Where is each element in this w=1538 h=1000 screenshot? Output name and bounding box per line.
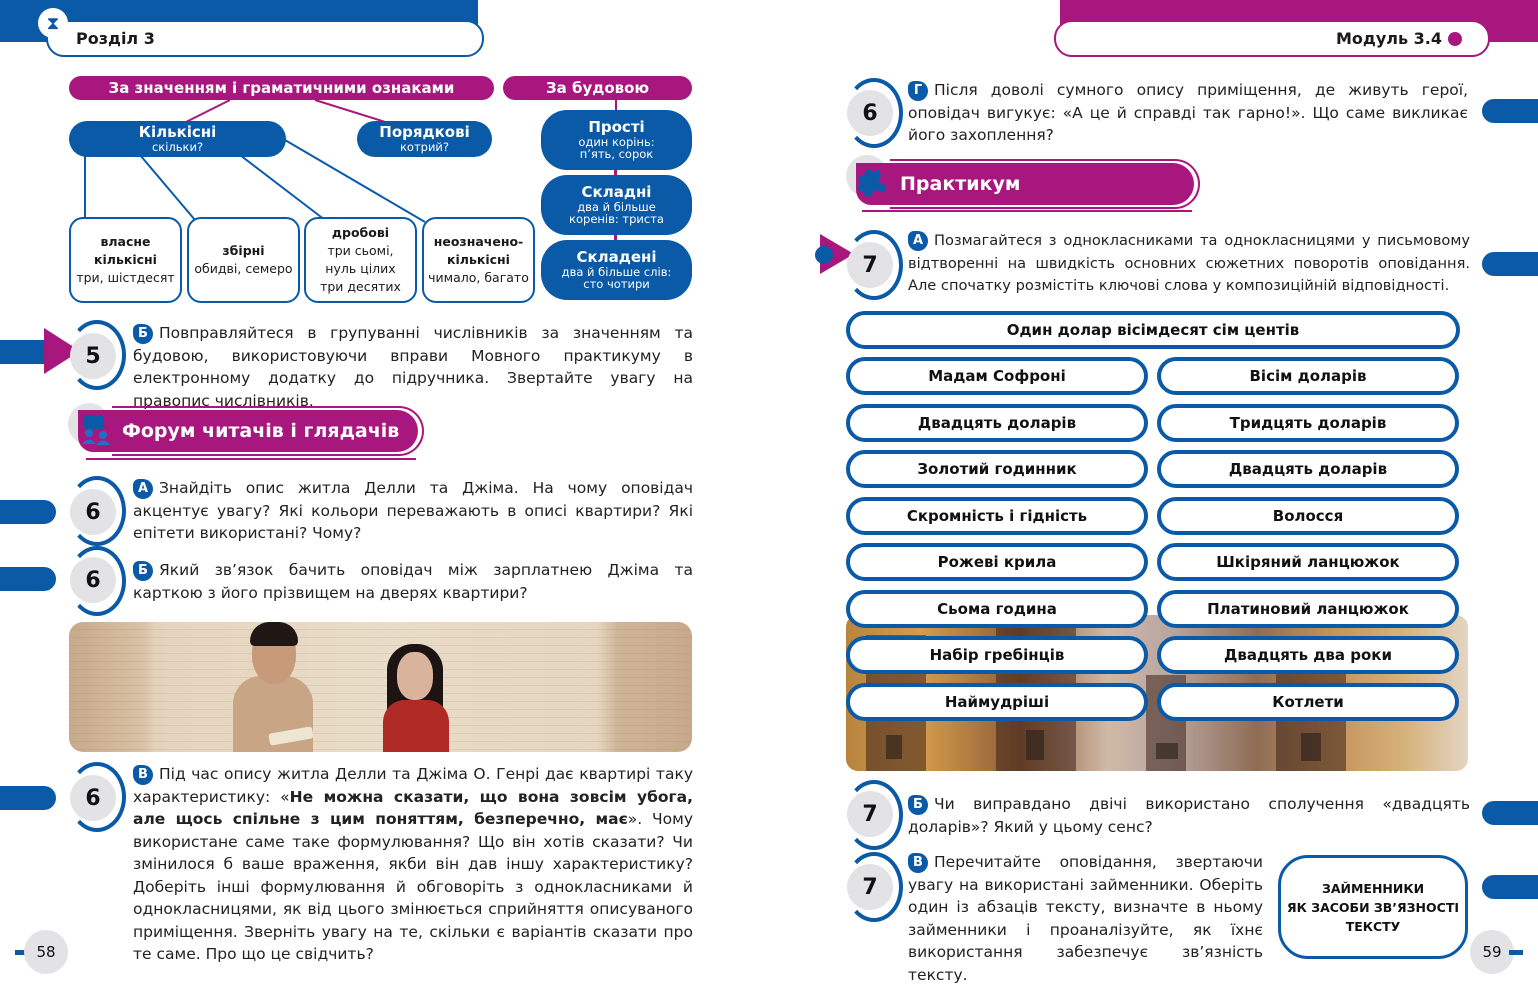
task-number: 6 bbox=[847, 90, 893, 136]
keyword-pill[interactable]: Тридцять доларів bbox=[1157, 404, 1459, 442]
task-7b bbox=[908, 793, 1470, 838]
cardinal-type-collective bbox=[187, 217, 300, 303]
cardinal-type-examples: чимало, багато bbox=[428, 270, 529, 286]
task-text: Позмагайтеся з однокласниками та однокласницями у письмовому відтворенні на швидкість основних сюжетних поворотів оповідання. Але спочатку розмістіть ключові слова у композиційній відповідності. bbox=[908, 232, 1470, 294]
task-6v bbox=[133, 763, 693, 966]
task-number: 7 bbox=[847, 242, 893, 288]
module-title: Модуль 3.4 bbox=[1335, 29, 1442, 48]
structure-complex bbox=[541, 175, 692, 235]
task-letter: Б bbox=[133, 561, 153, 581]
keyword-pill[interactable]: Платиновий ланцюжок bbox=[1157, 590, 1459, 628]
illustration-della-jim bbox=[69, 622, 692, 752]
cardinal-question: скільки? bbox=[151, 139, 204, 154]
cardinal-type-title: неозначено-кількісні bbox=[433, 233, 524, 267]
ordinal-question: котрий? bbox=[399, 139, 450, 154]
concept-line: ТЕКСТУ bbox=[1345, 918, 1401, 934]
keyword-pill[interactable]: Наймудріші bbox=[846, 683, 1148, 721]
structure-desc: два й більше коренів: триста bbox=[569, 199, 664, 226]
cardinal-type-fractional bbox=[304, 217, 417, 303]
keyword-pill[interactable]: Шкіряний ланцюжок bbox=[1157, 543, 1459, 581]
task-letter: В bbox=[133, 765, 153, 785]
structure-title: Складні bbox=[581, 183, 652, 202]
structure-simple bbox=[541, 110, 692, 170]
task-text: Повправляйтеся в групуванні числівників за значенням та будовою, використовуючи вправи Мовного практикуму в електронному додатку до підручника. Звертайте увагу на правопис числівників. bbox=[133, 324, 693, 410]
page-dash bbox=[1509, 950, 1523, 955]
concept-line: ЗАЙМЕННИКИ bbox=[1321, 880, 1425, 896]
module-header bbox=[1054, 20, 1490, 57]
diagram-header-structure: За будовою bbox=[503, 76, 692, 100]
ordinal-title: Порядкові bbox=[379, 123, 470, 142]
keyword-pill[interactable]: Двадцять доларів bbox=[846, 404, 1148, 442]
side-tab bbox=[1482, 801, 1538, 825]
keyword-pill[interactable]: Двадцять доларів bbox=[1157, 450, 1459, 488]
cardinal-type-title: дробові bbox=[331, 224, 390, 240]
cardinal-title: Кількісні bbox=[138, 123, 217, 142]
side-tab bbox=[1482, 252, 1538, 276]
keyword-pill[interactable]: Сьома година bbox=[846, 590, 1148, 628]
task-6g bbox=[908, 79, 1468, 147]
keyword-pill[interactable]: Мадам Софроні bbox=[846, 357, 1148, 395]
structure-title: Прості bbox=[588, 118, 645, 137]
task-text-after: ». Чому використане саме таке формулювання? Що він хотів сказати? Чи змінилося б ваше враження, якби він дав іншу характеристику? Доберіть інші формулювання й обговоріть з однокласниками й однокласницями, як від цього змінюється сприйняття описуваного приміщення. Зверніть увагу на те, скільки є варіантів сказати про те саме. Про що це свідчить? bbox=[133, 810, 693, 963]
task-letter: А bbox=[908, 231, 928, 251]
cardinal-type-examples: три сьомі, нуль цілих три десятих bbox=[320, 242, 401, 295]
task-number: 5 bbox=[70, 333, 116, 379]
task-letter: В bbox=[908, 853, 928, 873]
task-letter: Б bbox=[133, 324, 153, 344]
forum-section-title: Форум читачів і глядачів bbox=[122, 420, 400, 442]
section-underline bbox=[862, 210, 1192, 212]
woman-head bbox=[397, 652, 433, 700]
keyword-pill[interactable]: Золотий годинник bbox=[846, 450, 1148, 488]
task-text: Який зв’язок бачить оповідач між зарплатнею Джіма та карткою з його прізвищем на дверях квартири? bbox=[133, 561, 693, 602]
cardinal-type-title: власне кількісні bbox=[94, 233, 157, 267]
task-text: Знайдіть опис житла Делли та Джіма. На чому оповідач акцентує увагу? Які кольори переважають в описі квартири? Які епітети використані? Чому? bbox=[133, 479, 693, 542]
task-5b bbox=[133, 322, 693, 412]
cardinal-type-proper bbox=[69, 217, 182, 303]
task-text-before: Під час опису житла Делли та Джіма О. Генрі дає квартирі таку характеристику: « bbox=[133, 765, 693, 806]
side-tab bbox=[1482, 875, 1538, 899]
task-text: Після доволі сумного опису приміщення, де живуть герої, оповідач вигукує: «А це й справді так гарно!». Що саме викликає його захоплення? bbox=[908, 81, 1468, 144]
window bbox=[886, 735, 902, 759]
keyword-pill[interactable]: Волосся bbox=[1157, 497, 1459, 535]
keyword-pill[interactable]: Котлети bbox=[1157, 683, 1459, 721]
task-7a bbox=[908, 230, 1470, 298]
task-text: Чи виправдано двічі використано сполучення «двадцять доларів»? Який у цьому сенс? bbox=[908, 795, 1470, 836]
structure-title: Складені bbox=[576, 248, 657, 267]
cardinal-node bbox=[69, 121, 286, 157]
paper-texture bbox=[69, 622, 692, 752]
man-hair bbox=[250, 622, 298, 646]
chapter-title: Розділ 3 bbox=[76, 29, 155, 48]
page-number-right: 59 bbox=[1470, 930, 1514, 974]
task-number: 6 bbox=[70, 557, 116, 603]
window bbox=[1301, 733, 1321, 761]
keyword-pill[interactable]: Один долар вісімдесят сім центів bbox=[846, 311, 1460, 349]
structure-desc: два й більше слів: сто чотири bbox=[561, 264, 672, 291]
page-number-left: 58 bbox=[24, 930, 68, 974]
practicum-section-header bbox=[856, 163, 1194, 205]
task-quote: Не можна сказати, що вона зовсім убога, але щось спільне з цим поняттям, безперечно, має bbox=[133, 787, 693, 828]
task-6a bbox=[133, 477, 693, 545]
keyword-pill[interactable]: Рожеві крила bbox=[846, 543, 1148, 581]
forum-section-header bbox=[78, 410, 418, 452]
woman-figure bbox=[383, 700, 449, 752]
window bbox=[1026, 730, 1044, 760]
keyword-pill[interactable]: Скромність і гідність bbox=[846, 497, 1148, 535]
task-7v bbox=[908, 851, 1263, 986]
structure-compound bbox=[541, 240, 692, 300]
task-number: 7 bbox=[847, 864, 893, 910]
keyword-pill[interactable]: Набір гребінців bbox=[846, 636, 1148, 674]
concept-box bbox=[1278, 855, 1468, 959]
shop-sign bbox=[1156, 743, 1178, 759]
keyword-pill[interactable]: Вісім доларів bbox=[1157, 357, 1459, 395]
cardinal-type-examples: обидві, семеро bbox=[194, 261, 293, 276]
side-tab bbox=[0, 567, 56, 591]
ordinal-node bbox=[357, 121, 492, 157]
task-number: 6 bbox=[70, 489, 116, 535]
cardinal-type-indefinite bbox=[422, 217, 535, 303]
task-letter: А bbox=[133, 479, 153, 499]
task-number: 6 bbox=[70, 775, 116, 821]
hourglass-icon: ⧗ bbox=[38, 8, 68, 38]
section-underline bbox=[86, 458, 416, 460]
cardinal-type-title: збірні bbox=[222, 242, 265, 258]
task-letter: Б bbox=[908, 795, 928, 815]
side-tab bbox=[1482, 99, 1538, 123]
puzzle-icon bbox=[854, 163, 888, 197]
task-letter: Г bbox=[908, 81, 928, 101]
structure-desc: один корінь: п’ять, сорок bbox=[578, 134, 655, 161]
arrow-dot bbox=[815, 246, 833, 264]
practicum-section-title: Практикум bbox=[900, 173, 1021, 195]
cardinal-type-examples: три, шістдесят bbox=[76, 270, 175, 286]
side-tab bbox=[0, 786, 56, 810]
task-number: 7 bbox=[847, 791, 893, 837]
side-tab bbox=[0, 500, 56, 524]
people-chat-icon bbox=[80, 413, 112, 445]
concept-line: ЯК ЗАСОБИ ЗВ’ЯЗНОСТІ bbox=[1287, 899, 1459, 915]
keyword-pill[interactable]: Двадцять два роки bbox=[1157, 636, 1459, 674]
task-6b bbox=[133, 559, 693, 604]
dot-icon bbox=[1448, 32, 1462, 46]
task-text: Перечитайте оповідання, звертаючи увагу на використані займенники. Оберіть один із абзаців тексту, визначте в ньому займенники і проаналізуйте, як їхнє використання забезпечує зв’язність тексту. bbox=[908, 853, 1263, 984]
diagram-header-meaning: За значенням і граматичними ознаками bbox=[69, 76, 494, 100]
